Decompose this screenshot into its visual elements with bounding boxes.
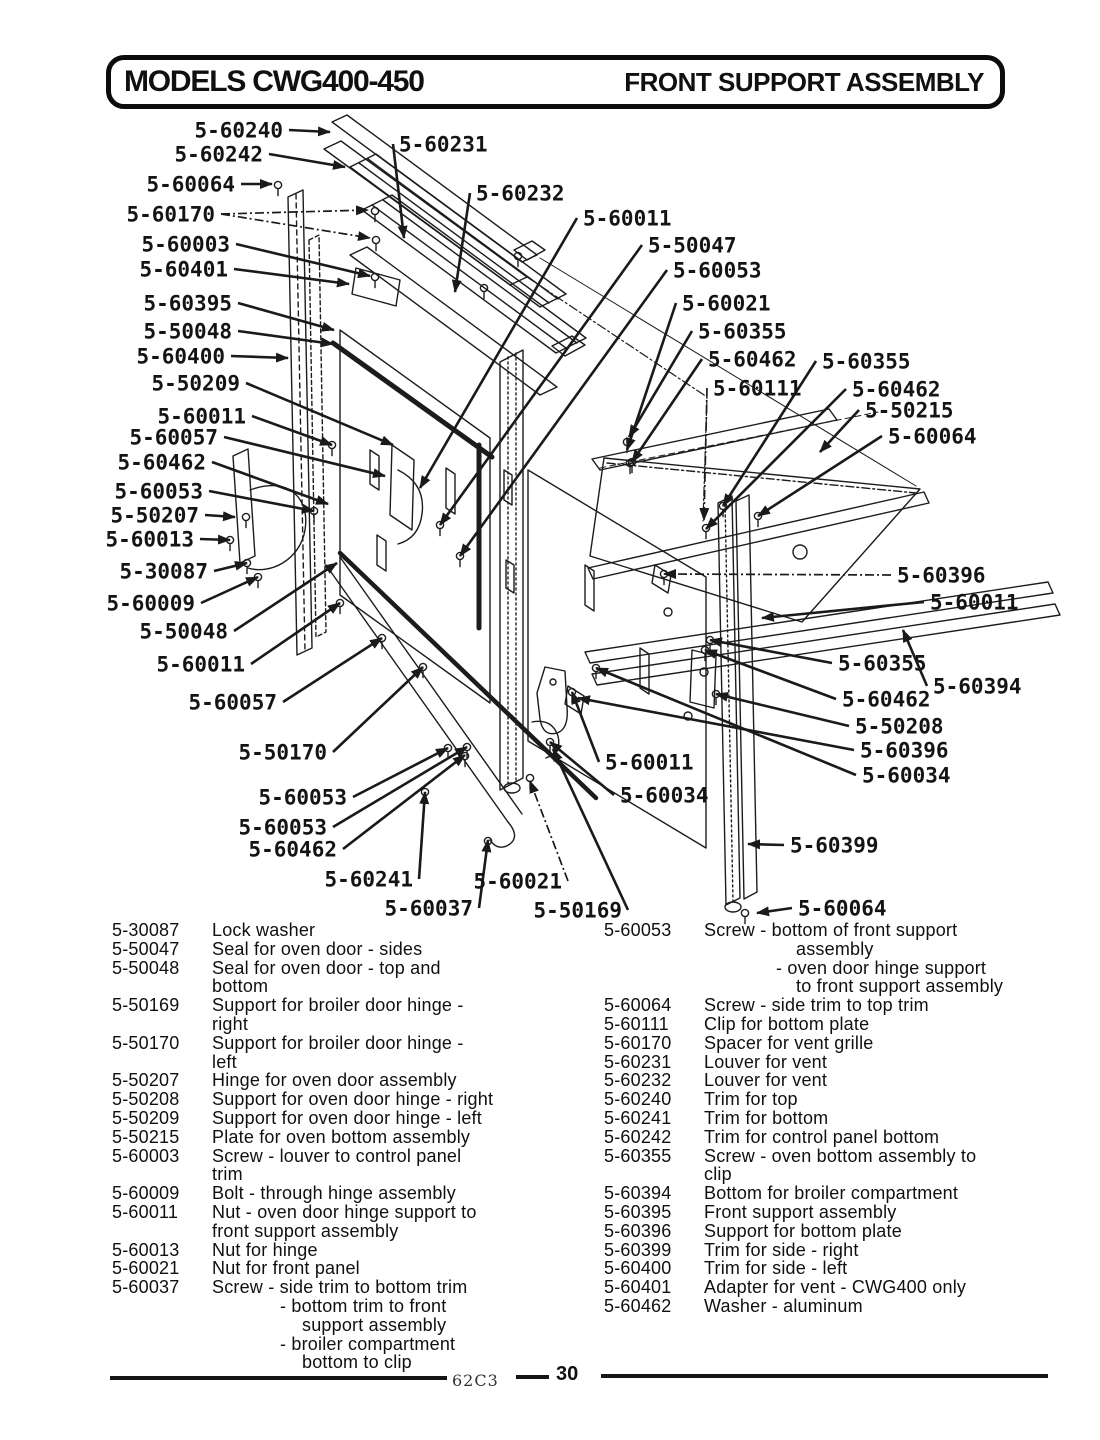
fastener-icon — [372, 236, 379, 243]
part-description — [704, 1259, 1050, 1278]
part-number: 5-50208 — [112, 1089, 180, 1110]
leader-line — [214, 563, 247, 571]
part-description — [704, 1297, 1050, 1316]
description-line: - broiler compartment — [280, 1333, 456, 1354]
part-number-label: 5-60240 — [194, 118, 283, 143]
parts-row — [112, 921, 574, 940]
part-description — [704, 1109, 1050, 1128]
description-line: Screw - oven bottom assembly to — [704, 1145, 977, 1166]
part-number-label: 5-50208 — [855, 714, 944, 739]
part-number-label: 5-60034 — [620, 783, 709, 808]
part-description — [704, 1128, 1050, 1147]
part-description — [212, 1259, 574, 1278]
part-number: 5-60400 — [604, 1258, 672, 1279]
leader-line — [205, 515, 235, 517]
part-number-label: 5-60053 — [238, 815, 327, 840]
callout-5-60396 — [664, 563, 986, 587]
description-line: Support for broiler door hinge - — [212, 995, 464, 1016]
part-number-label: 5-60396 — [860, 738, 949, 763]
part-number-label: 5-50215 — [865, 398, 954, 423]
parts-row — [604, 1147, 1050, 1185]
part-number-label: 5-50048 — [139, 619, 228, 644]
leader-line — [283, 638, 382, 702]
part-number: 5-60170 — [604, 1032, 672, 1053]
part-number-label: 5-60231 — [399, 132, 488, 157]
description-line: Nut - oven door hinge support to — [212, 1201, 477, 1222]
part-number-label: 5-60011 — [157, 404, 246, 429]
parts-row — [604, 1297, 1050, 1316]
callout-5-60011 — [572, 692, 694, 774]
part-number-label: 5-50170 — [238, 740, 327, 765]
part-number-label: 5-60021 — [473, 869, 562, 894]
parts-row — [604, 1278, 1050, 1297]
fastener-icon — [274, 181, 281, 188]
description-line: Screw - side trim to bottom trim — [212, 1277, 468, 1298]
parts-list-right-column — [604, 921, 1050, 1316]
parts-row — [604, 1184, 1050, 1203]
part-number: 5-60462 — [604, 1295, 672, 1316]
part-description — [212, 1071, 574, 1090]
description-line: Louver for vent — [704, 1070, 828, 1091]
part-number: 5-60240 — [604, 1089, 672, 1110]
part-number-label: 5-60053 — [114, 479, 203, 504]
description-line: Washer - aluminum — [704, 1295, 863, 1316]
part-number-label: 5-60241 — [324, 867, 413, 892]
callout-5-60064 — [758, 424, 977, 516]
part-number: 5-60064 — [604, 995, 672, 1016]
part-number: 5-60021 — [112, 1258, 180, 1279]
fastener-icon — [371, 207, 378, 214]
leader-line — [212, 462, 328, 504]
leader-line — [705, 650, 836, 699]
parts-row — [112, 1034, 574, 1072]
callout-5-50169 — [533, 749, 628, 922]
part-number-label: 5-60355 — [698, 319, 787, 344]
leader-line — [289, 130, 330, 132]
part-number-label: 5-60011 — [583, 206, 672, 231]
description-line: Trim for control panel bottom — [704, 1126, 940, 1147]
callout-5-60064 — [146, 172, 272, 196]
parts-row — [112, 1203, 574, 1241]
part-number: 5-60395 — [604, 1201, 672, 1222]
parts-row — [604, 1034, 1050, 1053]
part-number: 5-60053 — [604, 920, 672, 940]
leader-line — [201, 577, 258, 603]
part-number-label: 5-60057 — [129, 425, 218, 450]
parts-row — [604, 1071, 1050, 1090]
description-line: Bolt - through hinge assembly — [212, 1183, 456, 1204]
part-number: 5-60394 — [604, 1183, 672, 1204]
part-number-label: 5-50207 — [110, 503, 199, 528]
part-description — [212, 1147, 574, 1185]
part-number-label: 5-60034 — [862, 763, 951, 788]
callout-5-60401 — [139, 257, 349, 284]
part-number: 5-50207 — [112, 1070, 180, 1091]
part-description — [212, 921, 574, 940]
part-number-label: 5-60355 — [822, 349, 911, 374]
description-line: Plate for oven bottom assembly — [212, 1126, 471, 1147]
leader-line — [221, 214, 370, 238]
description-line: Trim for side - left — [704, 1258, 848, 1279]
parts-row — [112, 1071, 574, 1090]
description-line: Support for oven door hinge - right — [212, 1089, 494, 1110]
part-description — [704, 1071, 1050, 1090]
part-description — [704, 1203, 1050, 1222]
parts-row — [112, 1128, 574, 1147]
description-line: right — [212, 1013, 249, 1034]
description-line: Spacer for vent grille — [704, 1032, 874, 1053]
leader-line — [333, 747, 467, 827]
parts-row — [112, 1259, 574, 1278]
part-number-label: 5-60242 — [174, 142, 263, 167]
part-number: 5-50170 — [112, 1032, 180, 1053]
callout-5-60355 — [710, 640, 927, 675]
part-number: 5-60231 — [604, 1051, 672, 1072]
parts-row — [112, 1147, 574, 1185]
part-number-label: 5-60395 — [143, 291, 232, 316]
part-description — [212, 996, 574, 1034]
parts-row — [604, 1053, 1050, 1072]
part-description — [704, 1090, 1050, 1109]
part-number: 5-50047 — [112, 938, 180, 959]
callout-5-30087 — [119, 559, 247, 583]
description-line: Lock washer — [212, 920, 316, 940]
description-line: Support for bottom plate — [704, 1220, 902, 1241]
leader-line — [234, 269, 349, 284]
footer-rule-left — [110, 1376, 447, 1380]
part-number: 5-60232 — [604, 1070, 672, 1091]
part-description — [704, 1184, 1050, 1203]
part-number-label: 5-60355 — [838, 651, 927, 676]
leader-line — [706, 389, 846, 529]
part-number: 5-60009 — [112, 1183, 180, 1204]
description-line: bottom to clip — [302, 1352, 412, 1373]
callout-labels — [105, 118, 1021, 922]
description-line: front support assembly — [212, 1220, 399, 1241]
description-line: bottom — [212, 976, 269, 997]
fastener-icon — [741, 909, 748, 916]
page-number: 30 — [556, 1363, 579, 1385]
part-description — [704, 921, 1050, 996]
models-title: MODELS CWG400-450 — [124, 65, 424, 98]
part-description — [212, 1278, 574, 1372]
parts-row — [604, 996, 1050, 1015]
description-line: Nut for front panel — [212, 1258, 360, 1279]
part-number-label: 5-60064 — [146, 172, 235, 197]
callout-5-60013 — [105, 527, 230, 551]
part-number-label: 5-60053 — [673, 258, 762, 283]
part-number-label: 5-60064 — [798, 896, 887, 921]
part-description — [212, 959, 574, 997]
fastener-icon — [371, 273, 378, 280]
callout-5-60400 — [136, 344, 288, 368]
leader-line — [234, 563, 337, 631]
callout-5-60011 — [420, 206, 672, 488]
part-description — [212, 1034, 574, 1072]
part-description — [704, 1034, 1050, 1053]
part-description — [212, 1128, 574, 1147]
description-line: clip — [704, 1164, 732, 1185]
description-line: assembly — [796, 938, 874, 959]
parts-row — [604, 1241, 1050, 1260]
parts-row — [604, 1090, 1050, 1109]
description-line: - bottom trim to front — [280, 1295, 447, 1316]
part-number-label: 5-60396 — [897, 563, 986, 588]
fastener-icon — [526, 774, 533, 781]
description-line: Screw - louver to control panel — [212, 1145, 462, 1166]
part-number-label: 5-60170 — [126, 202, 215, 227]
part-number: 5-30087 — [112, 920, 180, 940]
leader-line — [238, 303, 334, 330]
leader-line — [578, 698, 854, 750]
part-number-label: 5-60462 — [842, 687, 931, 712]
part-number-label: 5-60021 — [682, 291, 771, 316]
leader-line — [238, 331, 333, 344]
part-description — [704, 1222, 1050, 1241]
part-description — [212, 940, 574, 959]
part-number-label: 5-60003 — [141, 232, 230, 257]
part-number-label: 5-60462 — [117, 450, 206, 475]
description-line: Adapter for vent - CWG400 only — [704, 1277, 967, 1298]
parts-row — [604, 1015, 1050, 1034]
page-title: FRONT SUPPORT ASSEMBLY — [624, 66, 984, 97]
part-number-label: 5-60394 — [933, 674, 1022, 699]
leader-line — [221, 210, 368, 214]
leader-line — [353, 748, 448, 797]
part-number: 5-60111 — [604, 1013, 669, 1034]
description-line: - oven door hinge support — [776, 957, 987, 978]
callout-5-50170 — [238, 667, 423, 764]
part-description — [704, 1053, 1050, 1072]
part-number-label: 5-60462 — [852, 377, 941, 402]
description-line: Screw - side trim to top trim — [704, 995, 929, 1016]
part-number-label: 5-50048 — [143, 319, 232, 344]
parts-row — [112, 1278, 574, 1372]
part-number-label: 5-60400 — [136, 344, 225, 369]
parts-row — [112, 1241, 574, 1260]
leader-line — [200, 539, 230, 540]
description-line: Support for oven door hinge - left — [212, 1107, 482, 1128]
part-number-label: 5-30087 — [119, 559, 208, 584]
part-number: 5-60241 — [604, 1107, 672, 1128]
parts-row — [112, 1090, 574, 1109]
part-number-label: 5-60009 — [106, 591, 195, 616]
description-line: Support for broiler door hinge - — [212, 1032, 464, 1053]
description-line: Louver for vent — [704, 1051, 828, 1072]
part-number: 5-50209 — [112, 1107, 180, 1128]
parts-row — [604, 1222, 1050, 1241]
parts-row — [112, 1184, 574, 1203]
parts-row — [604, 921, 1050, 996]
description-line: trim — [212, 1164, 243, 1185]
part-number: 5-60401 — [604, 1277, 672, 1298]
leader-line — [530, 781, 568, 881]
part-description — [212, 1203, 574, 1241]
part-description — [704, 1147, 1050, 1185]
part-number-label: 5-60057 — [188, 690, 277, 715]
leader-line — [343, 755, 465, 849]
callout-5-60240 — [194, 118, 330, 142]
part-description — [704, 1241, 1050, 1260]
part-number: 5-50048 — [112, 957, 180, 978]
description-line: Seal for oven door - top and — [212, 957, 441, 978]
parts-row — [112, 996, 574, 1034]
part-number: 5-60011 — [112, 1201, 179, 1222]
parts-row — [604, 1109, 1050, 1128]
part-number-label: 5-60013 — [105, 527, 194, 552]
part-number-label: 5-60462 — [248, 837, 337, 862]
part-number-label: 5-60399 — [790, 833, 879, 858]
parts-row — [112, 959, 574, 997]
part-description — [704, 1278, 1050, 1297]
part-number: 5-60242 — [604, 1126, 672, 1147]
parts-row — [112, 940, 574, 959]
description-line: Hinge for oven door assembly — [212, 1070, 457, 1091]
part-number-label: 5-60053 — [258, 785, 347, 810]
part-number: 5-60396 — [604, 1220, 672, 1241]
leader-line — [460, 270, 667, 556]
parts-list-left-column — [112, 921, 574, 1372]
fastener-icon — [242, 513, 249, 520]
part-number-label: 5-60011 — [930, 590, 1019, 615]
description-line: left — [212, 1051, 237, 1072]
part-number-label: 5-60401 — [139, 257, 228, 282]
footer-rule-right — [601, 1374, 1048, 1378]
callout-5-60399 — [748, 833, 879, 857]
callout-5-60011 — [762, 590, 1019, 618]
part-number: 5-60003 — [112, 1145, 180, 1166]
part-number: 5-60355 — [604, 1145, 672, 1166]
part-number-label: 5-50047 — [648, 233, 737, 258]
part-number-label: 5-60111 — [713, 376, 802, 401]
description-line: Seal for oven door - sides — [212, 938, 423, 959]
description-line: Trim for bottom — [704, 1107, 829, 1128]
leader-line — [333, 667, 423, 752]
part-number: 5-60399 — [604, 1239, 672, 1260]
part-number-label: 5-60462 — [708, 347, 797, 372]
leader-line — [664, 574, 891, 575]
callout-5-60064 — [757, 896, 887, 920]
parts-row — [604, 1203, 1050, 1222]
part-description — [704, 1015, 1050, 1034]
part-description — [212, 1184, 574, 1203]
description-line: to front support assembly — [796, 976, 1004, 997]
callout-5-50207 — [110, 503, 235, 527]
leader-line — [419, 792, 425, 879]
description-line: Trim for top — [704, 1089, 798, 1110]
part-number-label: 5-50169 — [533, 898, 622, 923]
part-number-label: 5-60011 — [156, 652, 245, 677]
part-number: 5-60037 — [112, 1277, 180, 1298]
part-description — [212, 1090, 574, 1109]
description-line: Nut for hinge — [212, 1239, 318, 1260]
description-line: Clip for bottom plate — [704, 1013, 870, 1034]
description-line: Trim for side - right — [704, 1239, 859, 1260]
leader-line — [758, 436, 882, 516]
leader-line — [757, 908, 792, 913]
footer-rule-mid — [516, 1375, 549, 1379]
leader-line — [748, 844, 784, 845]
part-number: 5-50169 — [112, 995, 180, 1016]
doc-code: 62C3 — [452, 1371, 499, 1390]
parts-row — [112, 1109, 574, 1128]
part-description — [212, 1241, 574, 1260]
part-number-label: 5-50209 — [151, 371, 240, 396]
leader-line — [231, 356, 288, 358]
callout-5-60242 — [174, 142, 345, 167]
part-number-label: 5-60064 — [888, 424, 977, 449]
description-line: Screw - bottom of front support — [704, 920, 958, 940]
part-number-label: 5-60037 — [384, 896, 473, 921]
description-line: support assembly — [302, 1314, 447, 1335]
part-description — [704, 996, 1050, 1015]
part-number: 5-50215 — [112, 1126, 180, 1147]
part-number: 5-60013 — [112, 1239, 180, 1260]
leader-line — [246, 383, 393, 445]
part-description — [212, 1109, 574, 1128]
parts-row — [604, 1128, 1050, 1147]
description-line: Bottom for broiler compartment — [704, 1183, 959, 1204]
part-number-label: 5-60011 — [605, 750, 694, 775]
parts-row — [604, 1259, 1050, 1278]
description-line: Front support assembly — [704, 1201, 897, 1222]
part-number-label: 5-60232 — [476, 181, 565, 206]
